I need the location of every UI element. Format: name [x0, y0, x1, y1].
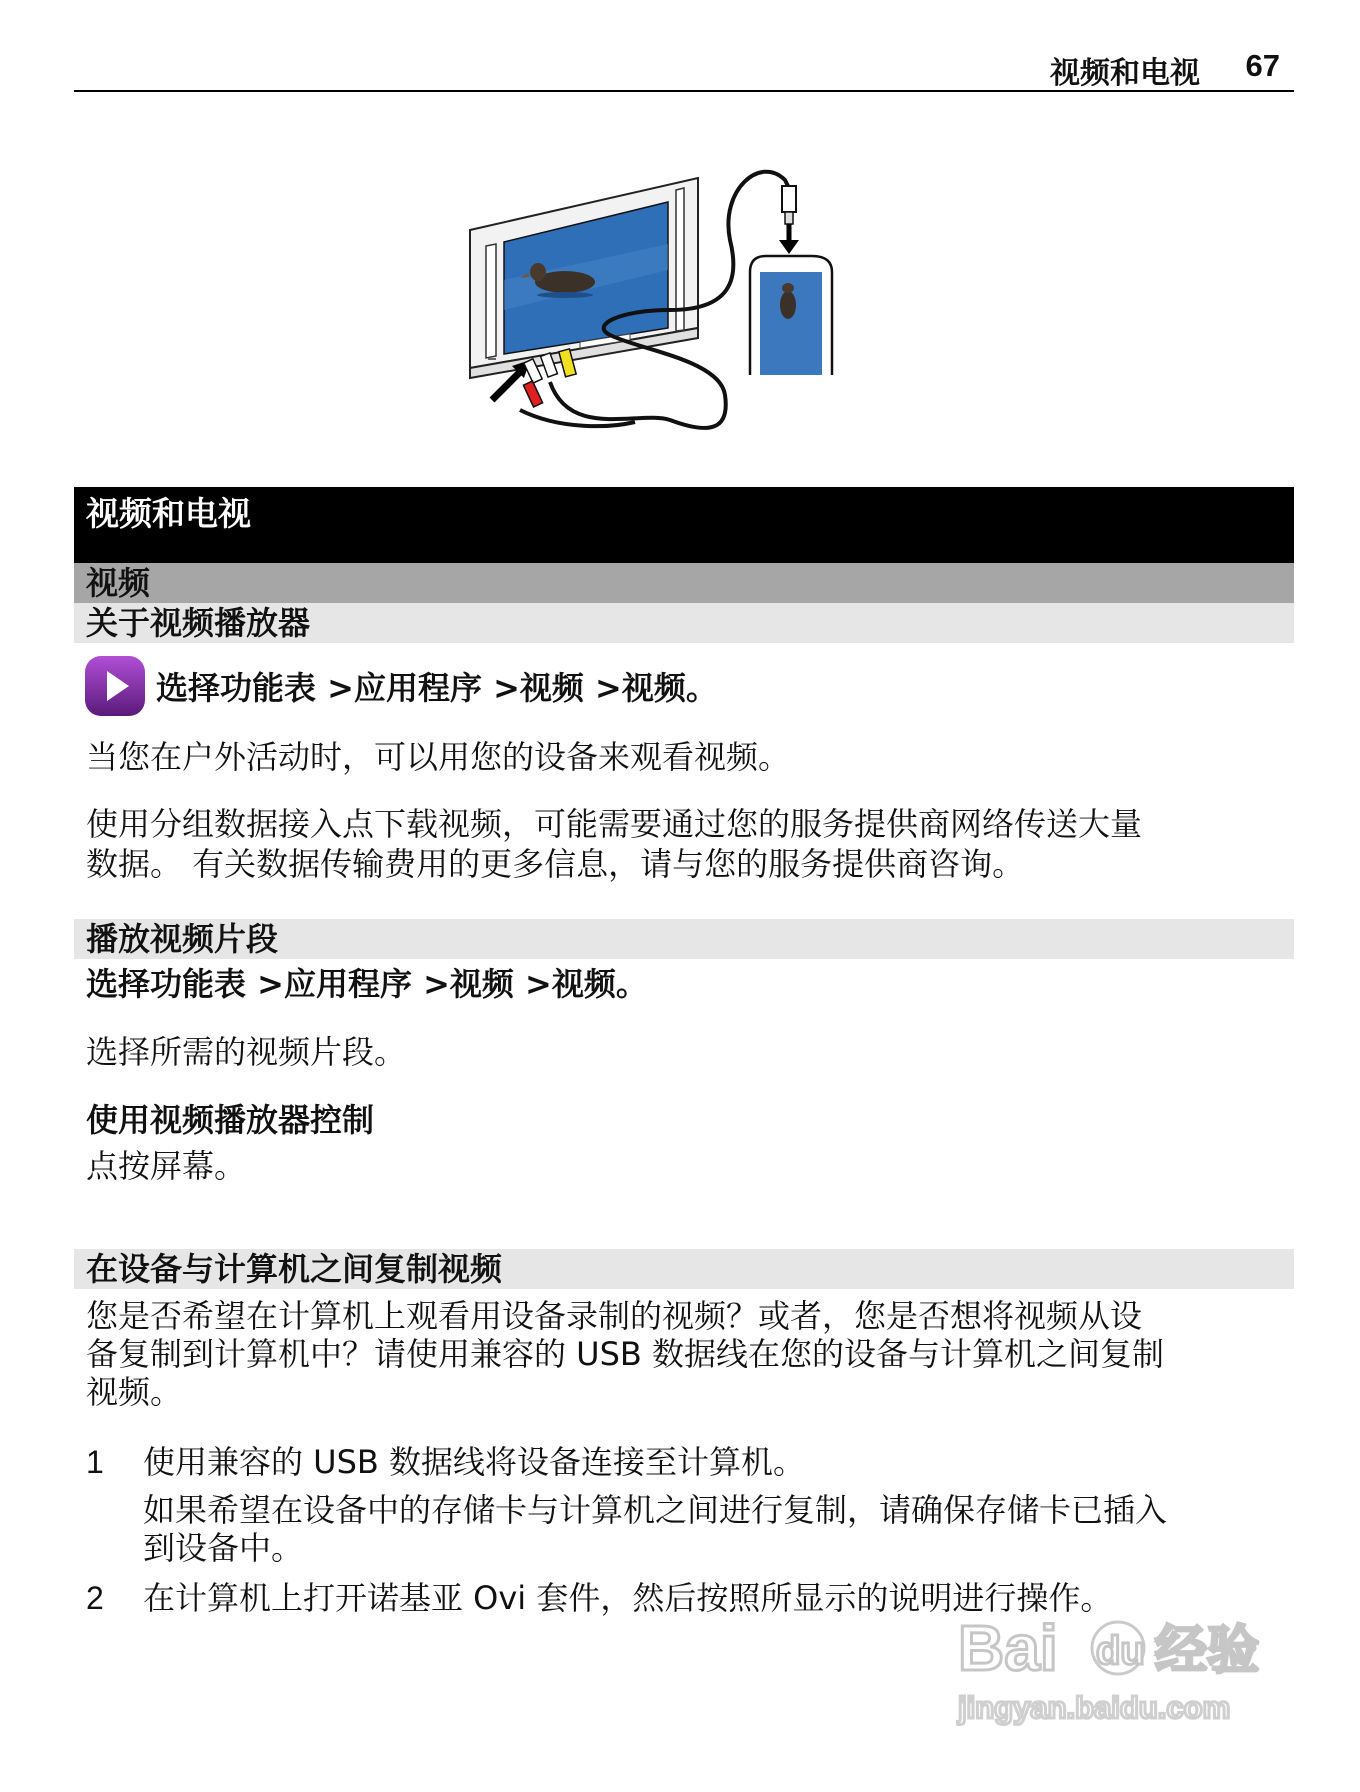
play-para-1: 选择所需的视频片段。: [86, 1033, 407, 1071]
about-para-2-line-2: 数据。 有关数据传输费用的更多信息，请与您的服务提供商咨询。: [86, 845, 1025, 883]
play-para-2: 点按屏幕。: [86, 1147, 247, 1185]
video-app-icon: [84, 655, 146, 717]
section-title: 视频: [74, 563, 1294, 603]
step-1-note-line-2: 到设备中。: [143, 1529, 304, 1567]
svg-text:经验: 经验: [1155, 1621, 1260, 1681]
page-number: 67: [1245, 48, 1280, 83]
step-2-text: 在计算机上打开诺基亚 Ovi 套件，然后按照所显示的说明进行操作。: [143, 1579, 1113, 1617]
svg-text:Bai: Bai: [958, 1612, 1058, 1684]
heading-about-player: 关于视频播放器: [74, 603, 1294, 643]
phone-icon: [750, 256, 832, 375]
svg-text:jingyan.baidu.com: jingyan.baidu.com: [958, 1690, 1231, 1725]
step-2-number: 2: [86, 1580, 104, 1616]
step-1-note-line-1: 如果希望在设备中的存储卡与计算机之间进行复制，请确保存储卡已插入: [143, 1491, 1168, 1529]
about-para-2-line-1: 使用分组数据接入点下载视频，可能需要通过您的服务提供商网络传送大量: [86, 805, 1143, 843]
heading-play-clip: 播放视频片段: [74, 919, 1294, 959]
running-header: [74, 46, 1294, 92]
copy-intro-line-3: 视频。: [86, 1373, 183, 1411]
about-path-line: 选择功能表 >应用程序 >视频 >视频。: [156, 669, 718, 707]
step-1-number: 1: [86, 1444, 104, 1480]
about-para-1: 当您在户外活动时，可以用您的设备来观看视频。: [86, 738, 791, 776]
tv-icon: [470, 178, 698, 378]
copy-intro-line-1: 您是否希望在计算机上观看用设备录制的视频？或者，您是否想将视频从设: [86, 1297, 1143, 1335]
step-1-text: 使用兼容的 USB 数据线将设备连接至计算机。: [143, 1443, 806, 1481]
subheading-controls: 使用视频播放器控制: [86, 1101, 375, 1139]
heading-copy-videos: 在设备与计算机之间复制视频: [74, 1249, 1294, 1289]
baidu-jingyan-watermark: [950, 1600, 1280, 1730]
svg-text:du: du: [1096, 1629, 1145, 1673]
tv-out-illustration: [440, 160, 960, 460]
play-path-line: 选择功能表 >应用程序 >视频 >视频。: [86, 965, 648, 1003]
copy-intro-line-2: 备复制到计算机中？请使用兼容的 USB 数据线在您的设备与计算机之间复制: [86, 1335, 1165, 1373]
running-header-title: 视频和电视: [1050, 56, 1200, 91]
chapter-title: 视频和电视: [74, 487, 1294, 563]
